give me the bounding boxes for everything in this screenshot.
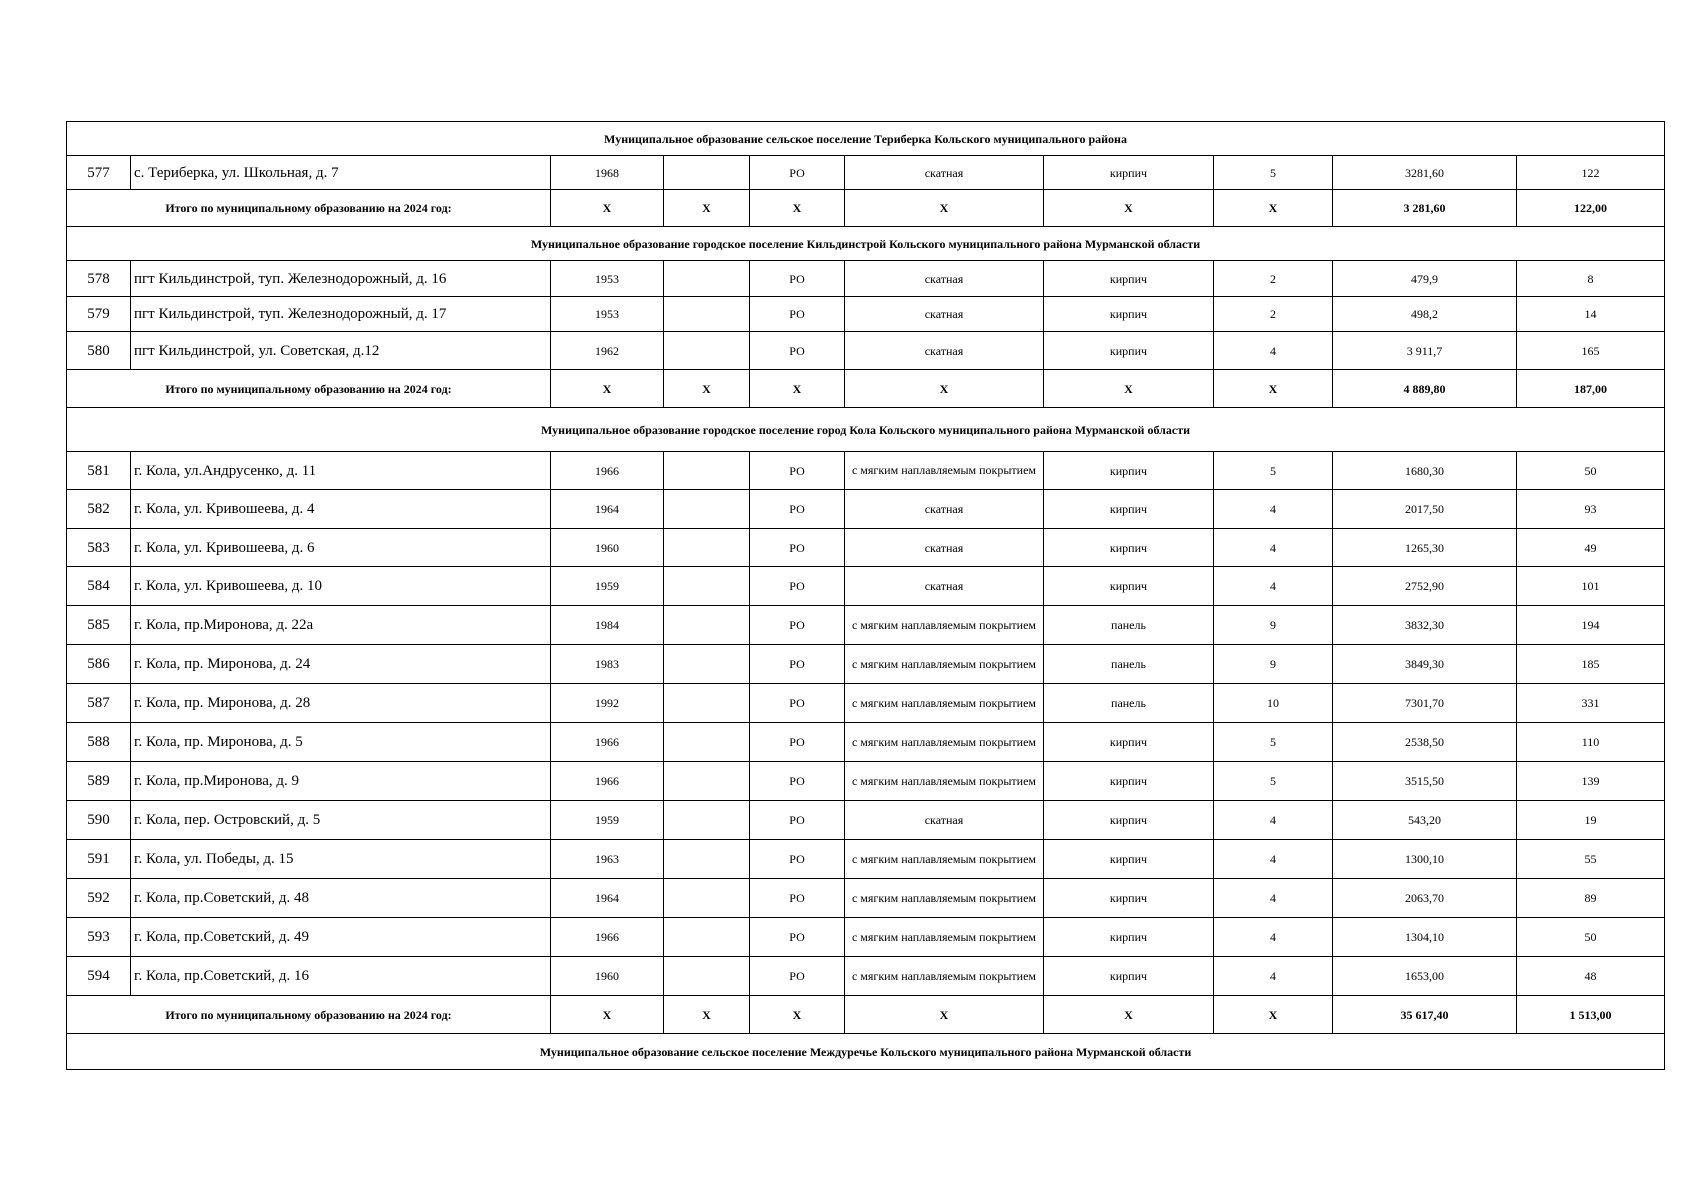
floors: 5 bbox=[1214, 762, 1333, 801]
year-built: 1966 bbox=[551, 918, 664, 957]
ro-mark: РО bbox=[750, 762, 845, 801]
wall-material: кирпич bbox=[1044, 918, 1214, 957]
row-number: 590 bbox=[67, 801, 131, 840]
address: г. Кола, пр.Советский, д. 48 bbox=[131, 879, 551, 918]
total-x-mark: X bbox=[551, 370, 664, 408]
address: г. Кола, пр.Миронова, д. 9 bbox=[131, 762, 551, 801]
wall-material: кирпич bbox=[1044, 567, 1214, 606]
address: г. Кола, ул.Андрусенко, д. 11 bbox=[131, 452, 551, 490]
wall-material: панель bbox=[1044, 684, 1214, 723]
area: 1680,30 bbox=[1333, 452, 1517, 490]
floors: 4 bbox=[1214, 490, 1333, 529]
ro-mark: РО bbox=[750, 723, 845, 762]
address: г. Кола, пр.Миронова, д. 22а bbox=[131, 606, 551, 645]
roof-type: с мягким наплавляемым покрытием bbox=[845, 879, 1044, 918]
table-row bbox=[67, 156, 1665, 190]
area: 3832,30 bbox=[1333, 606, 1517, 645]
roof-type: с мягким наплавляемым покрытием bbox=[845, 723, 1044, 762]
row-number: 579 bbox=[67, 297, 131, 332]
year-built: 1963 bbox=[551, 840, 664, 879]
residents: 331 bbox=[1517, 684, 1665, 723]
residents: 110 bbox=[1517, 723, 1665, 762]
area: 2752,90 bbox=[1333, 567, 1517, 606]
year-built: 1964 bbox=[551, 879, 664, 918]
table-row bbox=[67, 723, 1665, 762]
roof-type: с мягким наплавляемым покрытием bbox=[845, 645, 1044, 684]
floors: 4 bbox=[1214, 332, 1333, 370]
empty-col bbox=[664, 529, 750, 567]
year-built: 1984 bbox=[551, 606, 664, 645]
table-row bbox=[67, 529, 1665, 567]
wall-material: кирпич bbox=[1044, 156, 1214, 190]
ro-mark: РО bbox=[750, 879, 845, 918]
empty-col bbox=[664, 490, 750, 529]
address: с. Териберка, ул. Школьная, д. 7 bbox=[131, 156, 551, 190]
total-x-mark: X bbox=[1214, 996, 1333, 1034]
municipality-name: Муниципальное образование городское поселение город Кола Кольского муниципального района Мурманской области bbox=[67, 408, 1665, 452]
address: г. Кола, ул. Кривошеева, д. 4 bbox=[131, 490, 551, 529]
area: 3515,50 bbox=[1333, 762, 1517, 801]
table-row bbox=[67, 957, 1665, 996]
wall-material: кирпич bbox=[1044, 261, 1214, 297]
residents: 89 bbox=[1517, 879, 1665, 918]
year-built: 1966 bbox=[551, 723, 664, 762]
table-row bbox=[67, 801, 1665, 840]
area: 1265,30 bbox=[1333, 529, 1517, 567]
ro-mark: РО bbox=[750, 684, 845, 723]
area: 3849,30 bbox=[1333, 645, 1517, 684]
address: г. Кола, пр.Советский, д. 49 bbox=[131, 918, 551, 957]
roof-type: скатная bbox=[845, 156, 1044, 190]
wall-material: кирпич bbox=[1044, 452, 1214, 490]
row-number: 594 bbox=[67, 957, 131, 996]
total-label: Итого по муниципальному образованию на 2024 год: bbox=[67, 190, 551, 227]
address: г. Кола, пер. Островский, д. 5 bbox=[131, 801, 551, 840]
floors: 2 bbox=[1214, 261, 1333, 297]
empty-col bbox=[664, 684, 750, 723]
year-built: 1968 bbox=[551, 156, 664, 190]
floors: 5 bbox=[1214, 156, 1333, 190]
address: г. Кола, ул. Победы, д. 15 bbox=[131, 840, 551, 879]
roof-type: скатная bbox=[845, 567, 1044, 606]
table-row bbox=[67, 332, 1665, 370]
residents: 50 bbox=[1517, 918, 1665, 957]
year-built: 1960 bbox=[551, 529, 664, 567]
floors: 4 bbox=[1214, 840, 1333, 879]
total-label: Итого по муниципальному образованию на 2024 год: bbox=[67, 996, 551, 1034]
floors: 4 bbox=[1214, 529, 1333, 567]
municipality-header-row bbox=[67, 408, 1665, 452]
row-number: 585 bbox=[67, 606, 131, 645]
total-x-mark: X bbox=[664, 996, 750, 1034]
area: 3 911,7 bbox=[1333, 332, 1517, 370]
table-row bbox=[67, 762, 1665, 801]
year-built: 1953 bbox=[551, 261, 664, 297]
housing-table bbox=[66, 121, 1665, 1070]
total-x-mark: X bbox=[1044, 996, 1214, 1034]
row-number: 587 bbox=[67, 684, 131, 723]
ro-mark: РО bbox=[750, 606, 845, 645]
roof-type: скатная bbox=[845, 801, 1044, 840]
total-row bbox=[67, 190, 1665, 227]
residents: 93 bbox=[1517, 490, 1665, 529]
table-row bbox=[67, 918, 1665, 957]
wall-material: кирпич bbox=[1044, 879, 1214, 918]
empty-col bbox=[664, 156, 750, 190]
ro-mark: РО bbox=[750, 645, 845, 684]
empty-col bbox=[664, 567, 750, 606]
municipality-name: Муниципальное образование сельское поселение Междуречье Кольского муниципального района Мурманской области bbox=[67, 1034, 1665, 1070]
total-area: 3 281,60 bbox=[1333, 190, 1517, 227]
row-number: 580 bbox=[67, 332, 131, 370]
ro-mark: РО bbox=[750, 490, 845, 529]
table-row bbox=[67, 879, 1665, 918]
wall-material: кирпич bbox=[1044, 801, 1214, 840]
wall-material: панель bbox=[1044, 645, 1214, 684]
year-built: 1959 bbox=[551, 801, 664, 840]
total-x-mark: X bbox=[551, 996, 664, 1034]
address: пгт Кильдинстрой, туп. Железнодорожный, д. 16 bbox=[131, 261, 551, 297]
row-number: 582 bbox=[67, 490, 131, 529]
roof-type: скатная bbox=[845, 490, 1044, 529]
municipality-name: Муниципальное образование сельское поселение Териберка Кольского муниципального района bbox=[67, 122, 1665, 156]
municipality-header-row bbox=[67, 227, 1665, 261]
ro-mark: РО bbox=[750, 918, 845, 957]
year-built: 1983 bbox=[551, 645, 664, 684]
wall-material: кирпич bbox=[1044, 490, 1214, 529]
row-number: 592 bbox=[67, 879, 131, 918]
total-x-mark: X bbox=[845, 996, 1044, 1034]
municipality-name: Муниципальное образование городское поселение Кильдинстрой Кольского муниципального района Мурманской области bbox=[67, 227, 1665, 261]
roof-type: с мягким наплавляемым покрытием bbox=[845, 762, 1044, 801]
roof-type: скатная bbox=[845, 529, 1044, 567]
residents: 48 bbox=[1517, 957, 1665, 996]
area: 7301,70 bbox=[1333, 684, 1517, 723]
total-row bbox=[67, 370, 1665, 408]
area: 479,9 bbox=[1333, 261, 1517, 297]
area: 2063,70 bbox=[1333, 879, 1517, 918]
area: 498,2 bbox=[1333, 297, 1517, 332]
total-label: Итого по муниципальному образованию на 2024 год: bbox=[67, 370, 551, 408]
total-x-mark: X bbox=[750, 996, 845, 1034]
table-row bbox=[67, 606, 1665, 645]
total-x-mark: X bbox=[664, 190, 750, 227]
empty-col bbox=[664, 801, 750, 840]
empty-col bbox=[664, 297, 750, 332]
table-row bbox=[67, 840, 1665, 879]
row-number: 584 bbox=[67, 567, 131, 606]
residents: 55 bbox=[1517, 840, 1665, 879]
address: пгт Кильдинстрой, туп. Железнодорожный, д. 17 bbox=[131, 297, 551, 332]
roof-type: с мягким наплавляемым покрытием bbox=[845, 684, 1044, 723]
ro-mark: РО bbox=[750, 452, 845, 490]
ro-mark: РО bbox=[750, 297, 845, 332]
floors: 2 bbox=[1214, 297, 1333, 332]
municipality-header-row bbox=[67, 122, 1665, 156]
floors: 5 bbox=[1214, 723, 1333, 762]
residents: 8 bbox=[1517, 261, 1665, 297]
empty-col bbox=[664, 957, 750, 996]
row-number: 586 bbox=[67, 645, 131, 684]
year-built: 1966 bbox=[551, 762, 664, 801]
total-x-mark: X bbox=[750, 370, 845, 408]
area: 2017,50 bbox=[1333, 490, 1517, 529]
wall-material: кирпич bbox=[1044, 297, 1214, 332]
residents: 14 bbox=[1517, 297, 1665, 332]
wall-material: кирпич bbox=[1044, 332, 1214, 370]
ro-mark: РО bbox=[750, 261, 845, 297]
row-number: 583 bbox=[67, 529, 131, 567]
year-built: 1964 bbox=[551, 490, 664, 529]
table-row bbox=[67, 684, 1665, 723]
empty-col bbox=[664, 332, 750, 370]
year-built: 1992 bbox=[551, 684, 664, 723]
floors: 4 bbox=[1214, 567, 1333, 606]
empty-col bbox=[664, 762, 750, 801]
residents: 139 bbox=[1517, 762, 1665, 801]
table-row bbox=[67, 261, 1665, 297]
residents: 19 bbox=[1517, 801, 1665, 840]
ro-mark: РО bbox=[750, 840, 845, 879]
total-residents: 122,00 bbox=[1517, 190, 1665, 227]
area: 2538,50 bbox=[1333, 723, 1517, 762]
empty-col bbox=[664, 452, 750, 490]
year-built: 1962 bbox=[551, 332, 664, 370]
ro-mark: РО bbox=[750, 332, 845, 370]
empty-col bbox=[664, 723, 750, 762]
table-row bbox=[67, 490, 1665, 529]
table-row bbox=[67, 645, 1665, 684]
ro-mark: РО bbox=[750, 957, 845, 996]
roof-type: с мягким наплавляемым покрытием bbox=[845, 918, 1044, 957]
total-x-mark: X bbox=[845, 370, 1044, 408]
residents: 185 bbox=[1517, 645, 1665, 684]
table-row bbox=[67, 297, 1665, 332]
residents: 50 bbox=[1517, 452, 1665, 490]
roof-type: с мягким наплавляемым покрытием bbox=[845, 452, 1044, 490]
area: 543,20 bbox=[1333, 801, 1517, 840]
roof-type: с мягким наплавляемым покрытием bbox=[845, 606, 1044, 645]
total-area: 4 889,80 bbox=[1333, 370, 1517, 408]
ro-mark: РО bbox=[750, 567, 845, 606]
ro-mark: РО bbox=[750, 801, 845, 840]
wall-material: кирпич bbox=[1044, 840, 1214, 879]
wall-material: кирпич bbox=[1044, 723, 1214, 762]
floors: 4 bbox=[1214, 918, 1333, 957]
empty-col bbox=[664, 840, 750, 879]
address: г. Кола, пр. Миронова, д. 5 bbox=[131, 723, 551, 762]
row-number: 577 bbox=[67, 156, 131, 190]
row-number: 591 bbox=[67, 840, 131, 879]
total-x-mark: X bbox=[1044, 370, 1214, 408]
total-x-mark: X bbox=[1214, 190, 1333, 227]
floors: 9 bbox=[1214, 606, 1333, 645]
row-number: 581 bbox=[67, 452, 131, 490]
year-built: 1960 bbox=[551, 957, 664, 996]
ro-mark: РО bbox=[750, 529, 845, 567]
empty-col bbox=[664, 606, 750, 645]
roof-type: скатная bbox=[845, 297, 1044, 332]
row-number: 589 bbox=[67, 762, 131, 801]
year-built: 1966 bbox=[551, 452, 664, 490]
residents: 194 bbox=[1517, 606, 1665, 645]
empty-col bbox=[664, 645, 750, 684]
residents: 101 bbox=[1517, 567, 1665, 606]
total-x-mark: X bbox=[1214, 370, 1333, 408]
wall-material: кирпич bbox=[1044, 957, 1214, 996]
address: пгт Кильдинстрой, ул. Советская, д.12 bbox=[131, 332, 551, 370]
floors: 4 bbox=[1214, 801, 1333, 840]
floors: 10 bbox=[1214, 684, 1333, 723]
total-x-mark: X bbox=[845, 190, 1044, 227]
total-x-mark: X bbox=[750, 190, 845, 227]
total-x-mark: X bbox=[1044, 190, 1214, 227]
residents: 122 bbox=[1517, 156, 1665, 190]
roof-type: скатная bbox=[845, 261, 1044, 297]
area: 1304,10 bbox=[1333, 918, 1517, 957]
total-row bbox=[67, 996, 1665, 1034]
wall-material: панель bbox=[1044, 606, 1214, 645]
address: г. Кола, ул. Кривошеева, д. 10 bbox=[131, 567, 551, 606]
empty-col bbox=[664, 879, 750, 918]
roof-type: с мягким наплавляемым покрытием bbox=[845, 957, 1044, 996]
row-number: 578 bbox=[67, 261, 131, 297]
year-built: 1953 bbox=[551, 297, 664, 332]
wall-material: кирпич bbox=[1044, 762, 1214, 801]
residents: 49 bbox=[1517, 529, 1665, 567]
area: 1653,00 bbox=[1333, 957, 1517, 996]
empty-col bbox=[664, 918, 750, 957]
total-area: 35 617,40 bbox=[1333, 996, 1517, 1034]
table-row bbox=[67, 452, 1665, 490]
floors: 9 bbox=[1214, 645, 1333, 684]
address: г. Кола, пр. Миронова, д. 28 bbox=[131, 684, 551, 723]
ro-mark: РО bbox=[750, 156, 845, 190]
area: 3281,60 bbox=[1333, 156, 1517, 190]
address: г. Кола, пр. Миронова, д. 24 bbox=[131, 645, 551, 684]
floors: 5 bbox=[1214, 452, 1333, 490]
total-x-mark: X bbox=[551, 190, 664, 227]
total-residents: 187,00 bbox=[1517, 370, 1665, 408]
roof-type: с мягким наплавляемым покрытием bbox=[845, 840, 1044, 879]
residents: 165 bbox=[1517, 332, 1665, 370]
year-built: 1959 bbox=[551, 567, 664, 606]
roof-type: скатная bbox=[845, 332, 1044, 370]
table-row bbox=[67, 567, 1665, 606]
floors: 4 bbox=[1214, 957, 1333, 996]
empty-col bbox=[664, 261, 750, 297]
area: 1300,10 bbox=[1333, 840, 1517, 879]
total-x-mark: X bbox=[664, 370, 750, 408]
row-number: 593 bbox=[67, 918, 131, 957]
municipality-header-row bbox=[67, 1034, 1665, 1070]
wall-material: кирпич bbox=[1044, 529, 1214, 567]
address: г. Кола, ул. Кривошеева, д. 6 bbox=[131, 529, 551, 567]
floors: 4 bbox=[1214, 879, 1333, 918]
total-residents: 1 513,00 bbox=[1517, 996, 1665, 1034]
address: г. Кола, пр.Советский, д. 16 bbox=[131, 957, 551, 996]
row-number: 588 bbox=[67, 723, 131, 762]
